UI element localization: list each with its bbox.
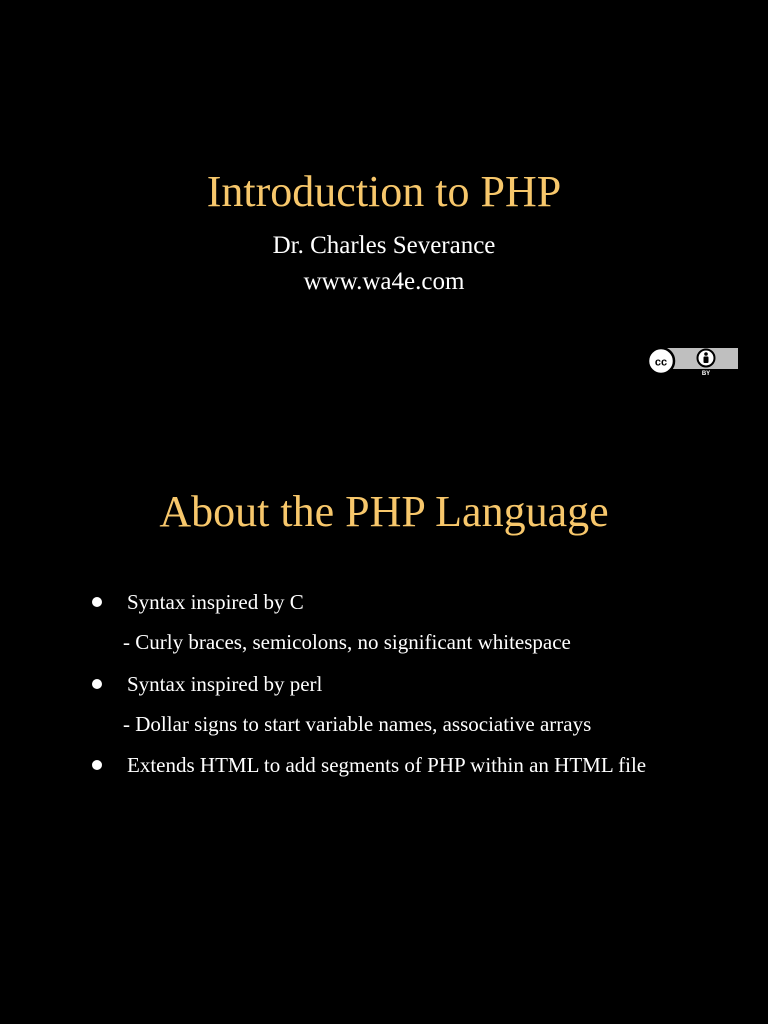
author-name: Dr. Charles Severance xyxy=(272,232,496,259)
sub-bullet-text: - Curly braces, semicolons, no significant whitespace xyxy=(123,630,571,654)
cc-icon xyxy=(648,348,674,374)
slide-title: Introduction to PHP xyxy=(206,167,562,216)
svg-text:cc: cc xyxy=(654,356,668,369)
bullet-list xyxy=(0,430,768,1024)
slide-title: About the PHP Language xyxy=(159,487,609,536)
cc-by-badge-graphic xyxy=(647,347,739,377)
bullet-text: Syntax inspired by perl xyxy=(127,672,323,696)
slide-about-php xyxy=(0,430,768,1024)
badge-label: BY xyxy=(701,371,711,377)
sub-bullet-text: - Dollar signs to start variable names, associative arrays xyxy=(123,712,592,736)
bullet-dot-icon xyxy=(92,760,102,770)
slide-intro xyxy=(0,0,768,430)
bullet-text: Syntax inspired by C xyxy=(127,590,304,614)
bullet-dot-icon xyxy=(92,679,102,689)
bullet-dot-icon xyxy=(92,597,102,607)
cc-by-license-badge xyxy=(647,347,739,377)
bullet-text: Extends HTML to add segments of PHP within an HTML file xyxy=(127,753,647,777)
attribution-icon xyxy=(698,350,715,367)
website-url: www.wa4e.com xyxy=(303,268,465,295)
